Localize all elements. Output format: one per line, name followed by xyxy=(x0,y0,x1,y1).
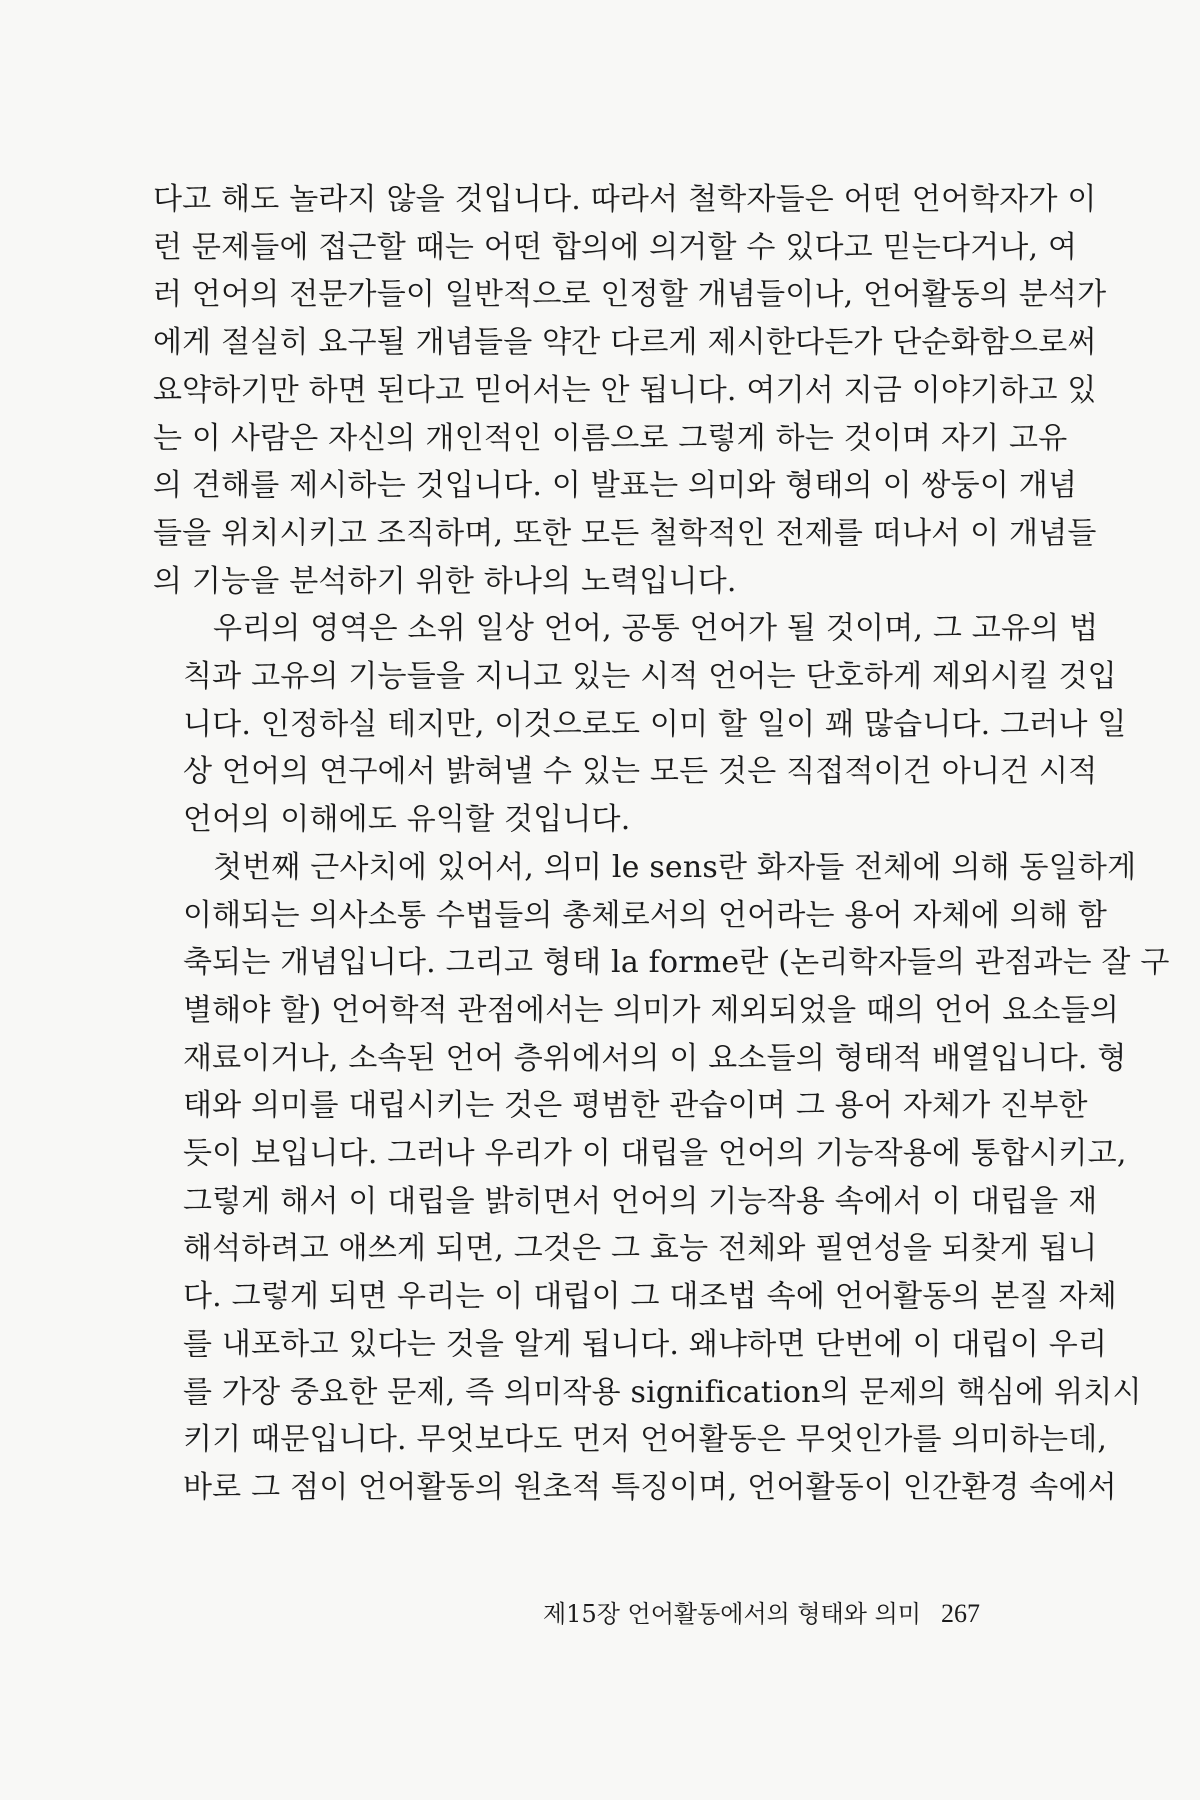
chapter-title: 제15장 언어활동에서의 형태와 의미 xyxy=(542,1600,921,1628)
paragraph-3 xyxy=(153,844,1170,1512)
text-line: 니다. 인정하실 테지만, 이것으로도 이미 할 일이 꽤 많습니다. 그러나 일 xyxy=(183,706,1127,742)
text-line: 이해되는 의사소통 수법들의 총체로서의 언어라는 용어 자체에 의해 함 xyxy=(183,897,1108,933)
text-line: 를 가장 중요한 문제, 즉 의미작용 signification의 문제의 핵심에 위치시 xyxy=(183,1374,1142,1410)
paragraph-2 xyxy=(153,605,1127,844)
paragraph-1 xyxy=(153,176,1107,605)
text-line: 러 언어의 전문가들이 일반적으로 인정할 개념들이나, 언어활동의 분석가 xyxy=(153,277,1107,313)
text-line: 를 내포하고 있다는 것을 알게 됩니다. 왜냐하면 단번에 이 대립이 우리 xyxy=(183,1326,1108,1362)
text-line: 키기 때문입니다. 무엇보다도 먼저 언어활동은 무엇인가를 의미하는데, xyxy=(183,1422,1108,1458)
text-line: 우리의 영역은 소위 일상 언어, 공통 언어가 될 것이며, 그 고유의 법 xyxy=(213,611,1099,647)
text-line: 들을 위치시키고 조직하며, 또한 모든 철학적인 전제를 떠나서 이 개념들 xyxy=(153,515,1097,551)
text-line: 는 이 사람은 자신의 개인적인 이름으로 그렇게 하는 것이며 자기 고유 xyxy=(153,420,1068,456)
text-line: 축되는 개념입니다. 그리고 형태 la forme란 (논리학자들의 관점과는 잘 구 xyxy=(183,945,1170,981)
text-line: 의 기능을 분석하기 위한 하나의 노력입니다. xyxy=(153,563,737,599)
text-line: 다. 그렇게 되면 우리는 이 대립이 그 대조법 속에 언어활동의 본질 자체 xyxy=(183,1279,1117,1315)
text-line: 재료이거나, 소속된 언어 층위에서의 이 요소들의 형태적 배열입니다. 형 xyxy=(183,1040,1127,1076)
running-footer xyxy=(543,1594,980,1629)
text-line: 의 견해를 제시하는 것입니다. 이 발표는 의미와 형태의 이 쌍둥이 개념 xyxy=(153,468,1078,504)
text-line: 다고 해도 놀라지 않을 것입니다. 따라서 철학자들은 어떤 언어학자가 이 xyxy=(153,182,1097,217)
text-line: 에게 절실히 요구될 개념들을 약간 다르게 제시한다든가 단순화함으로써 xyxy=(153,325,1097,361)
body-text xyxy=(153,176,1170,1512)
text-line: 바로 그 점이 언어활동의 원초적 특징이며, 언어활동이 인간환경 속에서 xyxy=(183,1469,1117,1505)
text-line: 해석하려고 애쓰게 되면, 그것은 그 효능 전체와 필연성을 되찾게 됩니 xyxy=(183,1231,1098,1267)
text-line: 상 언어의 연구에서 밝혀낼 수 있는 모든 것은 직접적이건 아니건 시적 xyxy=(183,754,1098,790)
text-line: 듯이 보입니다. 그러나 우리가 이 대립을 언어의 기능작용에 통합시키고, xyxy=(183,1136,1127,1172)
text-line: 태와 의미를 대립시키는 것은 평범한 관습이며 그 용어 자체가 진부한 xyxy=(183,1088,1088,1124)
page-number: 267 xyxy=(941,1599,980,1628)
text-line: 언어의 이해에도 유익할 것입니다. xyxy=(183,802,631,838)
text-line: 런 문제들에 접근할 때는 어떤 합의에 의거할 수 있다고 믿는다거나, 여 xyxy=(153,229,1078,265)
text-line: 첫번째 근사치에 있어서, 의미 le sens란 화자들 전체에 의해 동일하게 xyxy=(213,849,1137,885)
text-line: 별해야 할) 언어학적 관점에서는 의미가 제외되었을 때의 언어 요소들의 xyxy=(183,992,1120,1028)
text-line: 그렇게 해서 이 대립을 밝히면서 언어의 기능작용 속에서 이 대립을 재 xyxy=(183,1183,1098,1219)
text-line: 칙과 고유의 기능들을 지니고 있는 시적 언어는 단호하게 제외시킬 것입 xyxy=(183,659,1117,695)
text-line: 요약하기만 하면 된다고 믿어서는 안 됩니다. 여기서 지금 이야기하고 있 xyxy=(153,372,1097,408)
